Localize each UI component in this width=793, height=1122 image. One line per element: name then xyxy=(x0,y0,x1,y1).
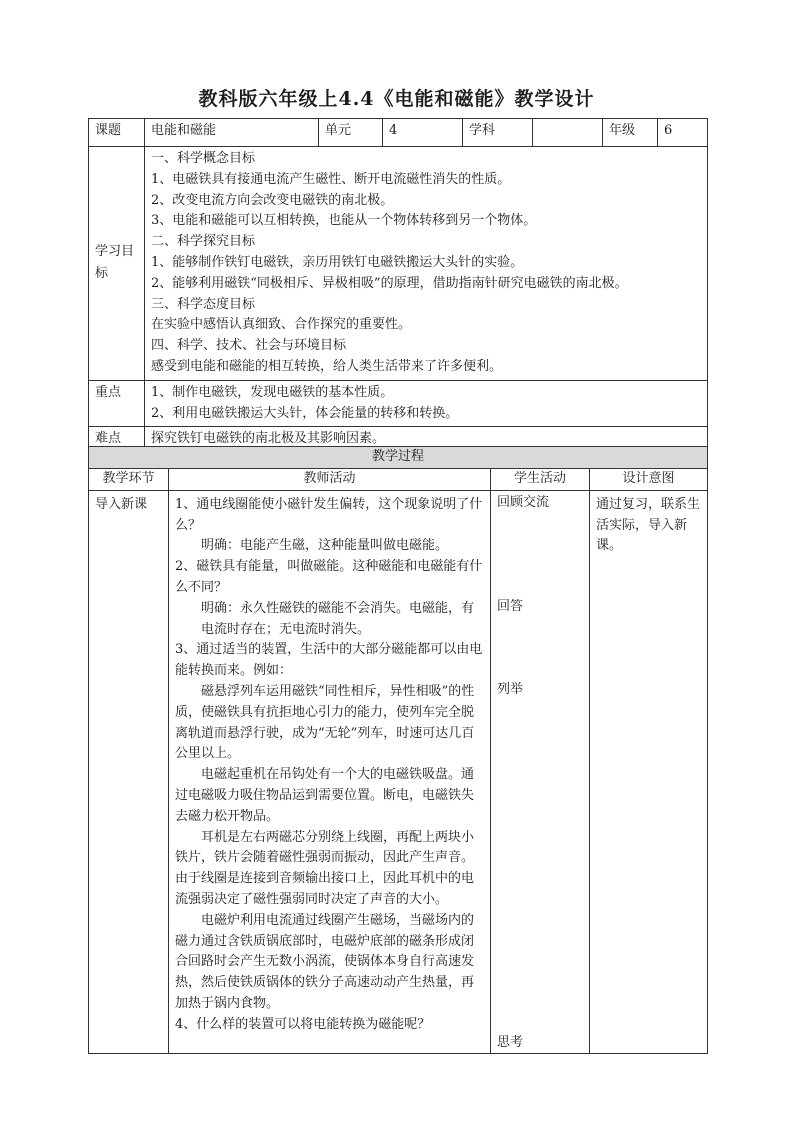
teacher-activity: 4、什么样的装置可以将电能转换为磁能呢？ xyxy=(175,1016,431,1032)
subject-value xyxy=(533,119,603,147)
stage-cell: 导入新课 xyxy=(89,490,169,1053)
grade-value: 6 xyxy=(658,119,708,147)
teacher-activity: 明确：电能产生磁，这种能量叫做电磁能。 xyxy=(201,538,449,554)
page-title: 教科版六年级上4.4《电能和磁能》教学设计 xyxy=(198,88,595,110)
goals-line: 2、改变电流方向会改变电磁铁的南北极。 xyxy=(151,192,394,208)
student-activity: 思考 xyxy=(497,1034,524,1050)
teacher-activity-cell xyxy=(169,490,491,1053)
column-header: 教学环节 xyxy=(89,469,169,491)
column-header: 设计意图 xyxy=(590,469,708,491)
teacher-activity: 磁悬浮列车运用磁铁“同性相斥，异性相吸”的性质，使磁铁具有抗拒地心引力的能力，使列车完全脱离轨道而悬浮行驶，成为“无轮”列车，时速可达几百公里以上。 xyxy=(175,683,475,762)
teacher-activity: 电磁起重机在吊钩处有一个大的电磁铁吸盘。通过电磁吸力吸住物品运到需要位置。断电，电磁铁失去磁力松开物品。 xyxy=(175,767,475,824)
difficulty-value: 探究铁钉电磁铁的南北极及其影响因素。 xyxy=(145,427,708,453)
topic-value: 电能和磁能 xyxy=(145,119,319,147)
teacher-activity: 电磁炉利用电流通过线圈产生磁场，当磁场内的磁力通过含铁质锅底部时，电磁炉底部的磁条形成闭合回路时会产生无数小涡流，使锅体本身自行高速发热，然后使铁质锅体的铁分子高速动动产生热量，再加热于锅内食物。 xyxy=(175,912,475,1011)
goals-line: 三、科学态度目标 xyxy=(151,296,256,312)
teacher-activity: 耳机是左右两磁芯分别绕上线圈，再配上两块小铁片，铁片会随着磁性强弱而振动，因此产生声音。由于线圈是连接到音频输出接口上，因此耳机中的电流强弱决定了磁性强弱同时决定了声音的大小。 xyxy=(175,829,475,907)
key-point: 1、制作电磁铁，发现电磁铁的基本性质。 xyxy=(151,384,394,400)
difficulty-label: 难点 xyxy=(89,427,145,453)
student-activity-cell xyxy=(491,490,590,1053)
key-label: 重点 xyxy=(89,380,145,427)
key-point: 2、利用电磁铁搬运大头针，体会能量的转移和转换。 xyxy=(151,405,459,421)
goals-line: 1、电磁铁具有接通电流产生磁性、断开电流磁性消失的性质。 xyxy=(151,171,511,187)
teacher-activity: 2、磁铁具有能量，叫做磁能。这种磁能和电磁能有什么不同？ xyxy=(175,559,483,595)
goals-line: 二、科学探究目标 xyxy=(151,234,256,250)
goals-line: 感受到电能和磁能的相互转换，给人类生活带来了许多便利。 xyxy=(151,358,503,374)
teacher-activity: 明确：永久性磁铁的磁能不会消失。电磁能，有电流时存在；无电流时消失。 xyxy=(201,600,475,637)
goals-line: 四、科学、技术、社会与环境目标 xyxy=(151,338,347,354)
goals-line: 在实验中感悟认真细致、合作探究的重要性。 xyxy=(151,317,412,333)
process-table xyxy=(88,446,708,1054)
goals-line: 2、能够利用磁铁“同极相斥、异极相吸”的原理，借助指南针研究电磁铁的南北极。 xyxy=(151,275,628,291)
goals-line: 3、电能和磁能可以互相转换，也能从一个物体转移到另一个物体。 xyxy=(151,213,537,229)
student-activity: 回答 xyxy=(497,598,524,614)
teacher-activity: 3、通过适当的装置，生活中的大部分磁能都可以由电能转换而来。例如： xyxy=(175,642,483,679)
goals-line: 1、能够制作铁钉电磁铁，亲历用铁钉电磁铁搬运大头针的实验。 xyxy=(151,254,524,270)
column-header: 学生活动 xyxy=(491,469,590,491)
process-header: 教学过程 xyxy=(89,447,708,469)
goals-label: 学习目标 xyxy=(89,147,145,381)
goals-line: 一、科学概念目标 xyxy=(151,151,256,166)
column-header: 教师活动 xyxy=(169,469,491,491)
grade-label: 年级 xyxy=(603,119,658,147)
info-table xyxy=(88,118,708,453)
student-activity: 回顾交流 xyxy=(497,494,550,510)
subject-label: 学科 xyxy=(463,119,533,147)
intent-cell: 通过复习，联系生活实际，导入新课。 xyxy=(590,490,708,1053)
unit-value: 4 xyxy=(383,119,463,147)
key-cell xyxy=(145,380,708,427)
goals-cell xyxy=(145,147,708,381)
teacher-activity: 1、通电线圈能使小磁针发生偏转，这个现象说明了什么？ xyxy=(175,496,483,533)
topic-label: 课题 xyxy=(89,119,145,147)
unit-label: 单元 xyxy=(319,119,383,147)
student-activity: 列举 xyxy=(497,681,524,697)
